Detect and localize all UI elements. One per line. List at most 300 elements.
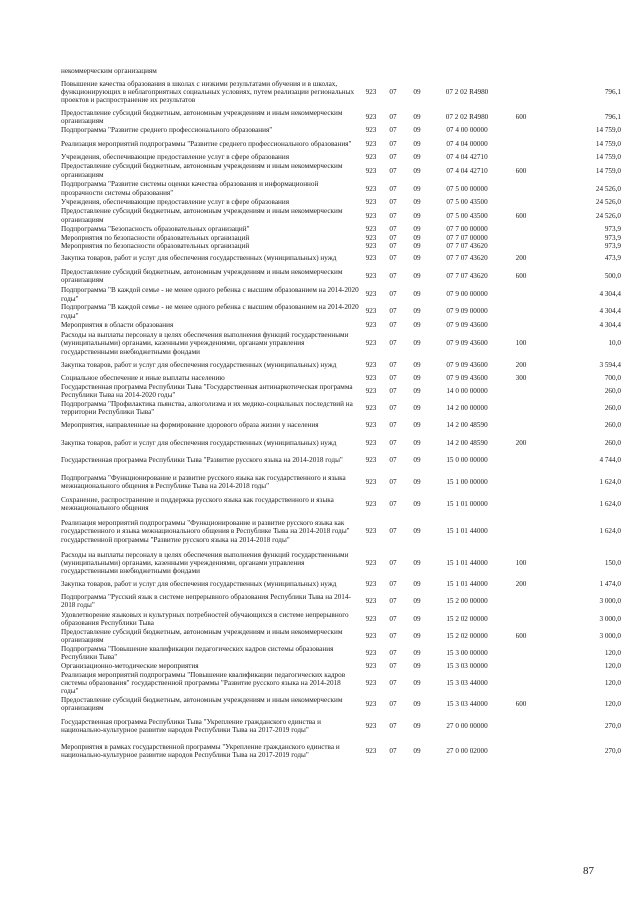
table-row [61,383,623,399]
table-row [61,592,623,610]
row-c5-cell [503,126,539,135]
row-name-cell: Расходы на выплаты персоналу в целях обеспечения выполнения функций государственными (муниципальными) органами, казенными учреждениями, органами управления государственными внебюджетными фондами [61,331,349,356]
row-c2-cell: 07 [389,527,397,536]
row-c1-cell: 923 [365,113,377,122]
row-c3-cell: 09 [413,241,421,250]
row-c2-cell: 07 [389,661,397,670]
row-c4-cell: 15 2 02 00000 [446,631,488,640]
row-c1-cell: 923 [365,648,377,657]
row-c4-cell: 15 0 00 00000 [446,456,488,465]
row-c5-cell: 200 [515,253,527,262]
table-row [61,434,623,451]
row-name-cell: Мероприятия, направленные на формирование здорового образа жизни у населения [61,421,319,430]
row-c3-cell: 09 [413,721,421,730]
row-c5-cell [503,180,539,198]
row-c2-cell: 07 [389,88,397,97]
row-name-cell: Мероприятия по безопасности образовательных организаций [61,241,250,250]
row-c4-cell: 15 1 01 44000 [446,558,488,567]
row-c2-cell: 07 [389,198,397,206]
row-c3-cell: 09 [413,700,421,709]
row-c1-cell [359,67,383,75]
row-c3-cell: 09 [413,184,421,193]
row-name-cell: Удовлетворение языковых и культурных потребностей обучающихся в системе непрерывного образования Республики Тыва [61,610,349,627]
row-c3-cell: 09 [413,597,421,606]
row-c3-cell: 09 [413,320,421,329]
row-c4-cell: 07 9 09 00000 [446,307,488,316]
row-c2-cell: 07 [389,307,397,316]
row-c5-cell [503,469,539,495]
row-c4-cell: 15 2 02 00000 [446,614,488,623]
table-row [61,610,623,627]
row-c1-cell: 923 [365,387,377,396]
row-c5-cell [503,661,539,670]
row-c1-cell: 923 [365,700,377,709]
row-c4-cell: 07 4 04 42710 [446,166,488,175]
row-c6-cell: 4 304,4 [599,290,621,299]
row-c2-cell: 07 [389,746,397,755]
row-c2-cell: 07 [389,374,397,383]
row-c3-cell: 09 [413,126,421,134]
row-c1-cell: 923 [365,211,377,220]
row-c6-cell: 120,0 [604,661,621,670]
row-c4-cell: 07 7 07 00000 [446,233,488,242]
row-c2-cell: 07 [389,614,397,623]
row-c6-cell: 24 526,0 [595,211,621,220]
row-c6-cell: 4 744,0 [599,456,621,465]
row-c1-cell: 923 [365,721,377,730]
row-name-cell: Государственная программа Республики Тыва "Укрепление гражданского единства и национально-культурное развитие народов Республики Тыва на 2017-2019 годы" [61,717,321,734]
row-c2-cell: 07 [389,438,397,447]
row-c3-cell: 09 [413,478,421,487]
row-c1-cell: 923 [365,225,377,233]
row-name-cell: Предоставление субсидий бюджетным, автономным учреждениям и иным некоммерческим организациям [61,109,343,126]
row-c5-cell [503,153,539,162]
row-c1-cell: 923 [365,374,377,383]
row-c3-cell: 09 [413,421,421,430]
row-c3-cell: 09 [413,374,421,383]
row-c4-cell: 07 5 00 00000 [446,184,488,193]
row-c6-cell: 796,1 [604,113,621,122]
row-c4-cell: 15 1 01 44000 [446,527,488,536]
row-c5-cell [503,738,539,763]
table-row [61,75,623,109]
row-c5-cell: 600 [515,113,527,122]
row-c4-cell: 07 7 07 43620 [446,271,488,280]
row-c3-cell: 09 [413,631,421,640]
row-c2-cell: 07 [389,126,397,134]
table-row [61,67,623,75]
row-c2-cell: 07 [389,320,397,329]
row-c6-cell: 260,0 [604,421,621,430]
row-c1-cell: 923 [365,631,377,640]
row-c2-cell: 07 [389,113,397,122]
table-row [61,225,623,234]
row-c5-cell [503,644,539,661]
row-c1-cell: 923 [365,421,377,430]
row-c6-cell: 270,0 [604,721,621,730]
row-c1-cell: 923 [365,403,377,412]
table-row [61,242,623,250]
row-c3-cell: 09 [413,271,421,280]
row-name-cell: Мероприятия по безопасности образовательных организаций [61,233,250,242]
row-c4-cell: 07 2 02 R4980 [445,113,489,122]
row-c6-cell: 270,0 [604,746,621,755]
row-c5-cell [503,234,539,242]
row-c6-cell: 4 304,4 [599,307,621,316]
row-c1-cell: 923 [365,746,377,755]
table-row [61,374,623,383]
row-c3-cell: 09 [413,456,421,465]
row-name-cell: Закупка товаров, работ и услуг для обеспечения государственных (муниципальных) нужд [61,253,337,262]
row-c2-cell: 07 [389,721,397,730]
row-c4-cell: 14 0 00 00000 [446,387,488,396]
row-name-cell: Реализация мероприятий подпрограммы "Развитие среднего профессионального образования" [61,139,352,148]
row-c3-cell: 09 [413,139,421,148]
row-c3-cell: 09 [413,88,421,97]
table-row [61,250,623,266]
row-c3-cell: 09 [413,290,421,299]
row-c2-cell: 07 [389,361,397,370]
row-c2-cell: 07 [389,233,397,242]
row-c1-cell: 923 [365,241,377,250]
row-c6-cell: 120,0 [604,648,621,657]
row-name-cell: Подпрограмма "Повышение квалификации педагогических кадров системы образования Республики Тыва" [61,644,334,661]
row-c1-cell: 923 [365,456,377,465]
row-name-cell: Предоставление субсидий бюджетным, автономным учреждениям и иным некоммерческим организациям [61,696,343,713]
table-row [61,644,623,661]
row-name-cell: Учреждения, обеспечивающие предоставление услуг в сфере образования [61,198,290,206]
budget-table [61,67,623,763]
row-c3-cell: 09 [413,339,421,348]
row-c1-cell: 923 [365,153,377,161]
table-row [61,303,623,320]
row-c5-cell [503,67,539,75]
row-c4-cell: 07 4 00 00000 [446,126,488,134]
row-c2-cell: 07 [389,225,397,233]
table-row [61,207,623,225]
row-name-cell: Повышение качества образования в школах с низкими результатами обучения и в школах, функционирующих в неблагоприятных социальных условиях, путем реализации региональных проектов и распространение их результатов [61,79,355,105]
row-c6-cell: 14 759,0 [595,126,621,134]
table-row [61,451,623,469]
row-c3-cell: 09 [413,746,421,755]
row-c4-cell: 15 3 00 00000 [446,648,488,657]
row-c2-cell: 07 [389,597,397,606]
row-c6-cell: 10,0 [608,339,621,348]
row-c1-cell: 923 [365,614,377,623]
row-c2-cell: 07 [389,648,397,657]
row-c6-cell: 1 474,0 [599,580,621,589]
row-c1-cell: 923 [365,88,377,97]
row-name-cell: Предоставление субсидий бюджетным, автономным учреждениям и иным некоммерческим организациям [61,267,343,285]
row-c1-cell: 923 [365,184,377,193]
row-c5-cell: 100 [515,558,527,567]
table-row [61,670,623,695]
table-row [61,198,623,207]
row-c6-cell: 24 526,0 [595,198,621,206]
table-row [61,153,623,162]
row-c2-cell: 07 [389,478,397,487]
page-number: 87 [583,865,594,877]
row-c4-cell: 07 4 04 42710 [446,153,488,161]
row-c4-cell: 14 2 00 48590 [446,438,488,447]
table-row [61,320,623,330]
row-c3-cell: 09 [413,614,421,623]
row-name-cell: Подпрограмма "Развитие системы оценки качества образования и информационной прозрачности системы образования" [61,180,319,197]
row-name-cell: Учреждения, обеспечивающие предоставление услуг в сфере образования [61,153,290,161]
row-name-cell: Подпрограмма "Профилактика пьянства, алкоголизма и их медико-социальных последствий на территории Республики Тыва" [61,399,353,416]
table-row [61,627,623,644]
row-name-cell: Расходы на выплаты персоналу в целях обеспечения выполнения функций государственными (муниципальными) органами, казенными учреждениями, органами управления государственными внебюджетными фондами [61,550,349,576]
table-row [61,126,623,135]
row-c1-cell: 923 [365,361,377,370]
row-c4-cell: 27 0 00 00000 [446,721,488,730]
row-c6-cell: 700,0 [604,374,621,383]
row-c3-cell: 09 [413,113,421,122]
row-c1-cell: 923 [365,438,377,447]
row-c4-cell: 07 9 09 43600 [446,320,488,329]
row-c3-cell: 09 [413,233,421,242]
table-row [61,549,623,576]
row-c2-cell: 07 [389,241,397,250]
row-c5-cell [503,592,539,610]
row-name-cell: Мероприятия в области образования [61,320,174,329]
row-c2-cell: 07 [389,631,397,640]
row-c2-cell: 07 [389,290,397,299]
row-c1-cell: 923 [365,597,377,606]
row-c6-cell: 4 304,4 [599,320,621,329]
row-c3-cell: 09 [413,253,421,262]
row-c6-cell: 973,9 [604,225,621,233]
row-c2-cell: 07 [389,456,397,465]
table-row [61,266,623,286]
table-row [61,286,623,303]
row-c4-cell: 15 1 00 00000 [446,478,488,487]
table-row [61,234,623,242]
row-c4-cell: 07 7 00 00000 [446,225,488,233]
row-c2-cell: 07 [389,558,397,567]
row-name-cell: Организационно-методические мероприятия [61,661,199,670]
budget-table-body [61,67,623,763]
row-c6-cell: 1 624,0 [599,478,621,487]
row-c4-cell: 07 9 09 43600 [446,339,488,348]
row-c2-cell: 07 [389,253,397,262]
row-c2-cell [383,67,403,75]
row-c2-cell: 07 [389,500,397,509]
row-c5-cell [503,399,539,416]
row-c3-cell: 09 [413,211,421,220]
row-c1-cell: 923 [365,580,377,589]
row-c5-cell [503,451,539,469]
row-c5-cell [503,198,539,207]
row-c4-cell: 14 2 00 48590 [446,421,488,430]
table-row [61,513,623,549]
row-c3-cell: 09 [413,527,421,536]
row-c6-cell: 120,0 [604,678,621,687]
row-c6-cell [539,67,623,75]
row-c6-cell: 3 000,0 [599,597,621,606]
row-c5-cell: 600 [515,166,527,175]
row-c2-cell: 07 [389,211,397,220]
row-name-cell: Предоставление субсидий бюджетным, автономным учреждениям и иным некоммерческим организациям [61,162,343,179]
row-c4-cell: 15 2 00 00000 [446,597,488,606]
row-c6-cell: 260,0 [604,403,621,412]
row-c6-cell: 24 526,0 [595,184,621,193]
row-c2-cell: 07 [389,339,397,348]
row-c2-cell: 07 [389,403,397,412]
row-c5-cell [503,286,539,303]
row-c4-cell: 07 9 00 00000 [446,290,488,299]
row-name-cell: Подпрограмма "В каждой семье - не менее одного ребенка с высшим образованием на 2014-2020 годы" [61,286,359,303]
row-c5-cell [503,303,539,320]
row-name-cell: Предоставление субсидий бюджетным, автономным учреждениям и иным некоммерческим организациям [61,207,343,224]
row-c3-cell: 09 [413,361,421,370]
row-name-cell: Реализация мероприятий подпрограммы "Функционирование и развитие русского языка как государственного и языка межнационального общения в Республике Тыва на 2014-2018 годы" государственной программы "Развитие русского языка на 2014-2018 годы" [61,519,350,544]
table-row [61,162,623,180]
row-c4-cell: 07 7 07 43620 [446,241,488,250]
row-c2-cell: 07 [389,387,397,396]
row-c4-cell: 15 3 03 44000 [446,700,488,709]
row-c5-cell [503,416,539,434]
row-name-cell: Подпрограмма "Безопасность образовательных организаций" [61,225,250,233]
row-c6-cell: 260,0 [604,438,621,447]
row-c5-cell [503,320,539,330]
row-name-cell: Реализация мероприятий подпрограммы "Повышение квалификации педагогических кадров системы образования" государственной программы "Развитие русского языка на 2014-2018 годы" [61,670,346,696]
row-c6-cell: 120,0 [604,700,621,709]
row-c5-cell: 200 [515,580,527,589]
row-c5-cell [503,713,539,738]
table-row [61,495,623,513]
table-row [61,713,623,738]
row-c1-cell: 923 [365,253,377,262]
row-c6-cell: 1 624,0 [599,527,621,536]
row-c3-cell: 09 [413,558,421,567]
row-c4-cell: 07 5 00 43500 [446,211,488,220]
row-c4-cell: 15 3 03 44000 [446,678,488,687]
row-c4-cell: 15 3 03 00000 [446,661,488,670]
row-c2-cell: 07 [389,580,397,589]
row-c1-cell: 923 [365,166,377,175]
row-c6-cell: 260,0 [604,387,621,396]
row-c1-cell: 923 [365,339,377,348]
row-c2-cell: 07 [389,271,397,280]
row-c5-cell: 600 [515,271,527,280]
row-c5-cell [503,513,539,549]
table-row [61,399,623,416]
row-c1-cell: 923 [365,233,377,242]
row-name-cell: Закупка товаров, работ и услуг для обеспечения государственных (муниципальных) нужд [61,438,337,447]
row-c6-cell: 3 000,0 [599,631,621,640]
row-c3-cell: 09 [413,225,421,233]
row-name-cell: Подпрограмма "Развитие среднего профессионального образования" [61,126,273,134]
row-name-cell: Мероприятия в рамках государственной программы "Укрепление гражданского единства и национально-культурное развитие народов Республики Тыва на 2017-2019 годы" [61,742,340,759]
row-name-cell: Закупка товаров, работ и услуг для обеспечения государственных (муниципальных) нужд [61,580,337,589]
table-row [61,416,623,434]
row-c4-cell: 07 2 02 R4980 [445,88,489,97]
row-c6-cell: 3 594,4 [599,361,621,370]
row-c6-cell: 14 759,0 [595,166,621,175]
row-c3-cell: 09 [413,500,421,509]
table-row [61,738,623,763]
row-c5-cell: 200 [515,361,527,370]
row-c4-cell: 15 1 01 00000 [446,500,488,509]
row-c4-cell: 14 2 00 00000 [446,403,488,412]
row-c2-cell: 07 [389,421,397,430]
row-c5-cell [503,383,539,399]
row-name-cell: Социальное обеспечение и иные выплаты населению [61,374,225,383]
row-c2-cell: 07 [389,166,397,175]
row-name-cell: Подпрограмма "Русский язык в системе непрерывного образования Республики Тыва на 2014-2018 годы" [61,593,351,610]
row-c5-cell [503,225,539,234]
row-c3-cell: 09 [413,153,421,161]
row-c1-cell: 923 [365,478,377,487]
row-c1-cell: 923 [365,290,377,299]
table-row [61,695,623,713]
row-c5-cell [503,75,539,109]
row-c6-cell: 150,0 [604,558,621,567]
table-row [61,469,623,495]
row-c5-cell: 200 [515,438,527,447]
row-c4-cell: 07 9 09 43600 [446,361,488,370]
row-c3-cell: 09 [413,648,421,657]
row-c3-cell: 09 [413,403,421,412]
row-c1-cell: 923 [365,320,377,329]
row-c2-cell: 07 [389,700,397,709]
row-c6-cell: 500,0 [604,271,621,280]
row-c5-cell [503,495,539,513]
row-c3-cell: 09 [413,198,421,206]
row-c4-cell: 07 7 07 43620 [446,253,488,262]
table-row [61,180,623,198]
row-c1-cell: 923 [365,271,377,280]
row-c3-cell: 09 [413,166,421,175]
row-c5-cell [503,242,539,250]
row-c5-cell: 300 [515,374,527,383]
row-c2-cell: 07 [389,139,397,148]
row-c6-cell: 3 000,0 [599,614,621,623]
row-c5-cell: 600 [515,631,527,640]
row-c6-cell: 796,1 [604,88,621,97]
row-c3-cell: 09 [413,387,421,396]
row-c3-cell: 09 [413,661,421,670]
row-c4-cell: 07 9 09 43600 [446,374,488,383]
row-c5-cell: 600 [515,211,527,220]
row-c4-cell: 07 4 04 00000 [446,139,488,148]
row-c6-cell: 1 624,0 [599,500,621,509]
row-c1-cell: 923 [365,198,377,206]
row-c6-cell: 973,9 [604,233,621,242]
row-c1-cell: 923 [365,500,377,509]
row-name-cell: Закупка товаров, работ и услуг для обеспечения государственных (муниципальных) нужд [61,361,337,370]
row-c3-cell: 09 [413,678,421,687]
row-c6-cell: 473,9 [604,253,621,262]
row-c1-cell: 923 [365,678,377,687]
row-name-cell: Сохранение, распространение и поддержка русского языка как государственного и языка межнационального общения [61,496,334,513]
row-name-cell: Подпрограмма "В каждой семье - не менее одного ребенка с высшим образованием на 2014-2020 годы" [61,303,359,320]
row-c4-cell: 07 5 00 43500 [446,198,488,206]
row-c4-cell: 15 1 01 44000 [446,580,488,589]
row-name-cell: некоммерческим организациям [61,67,157,75]
row-c5-cell: 100 [515,339,527,348]
row-c5-cell: 600 [515,700,527,709]
row-c1-cell: 923 [365,139,377,148]
row-c1-cell: 923 [365,527,377,536]
row-c5-cell [503,135,539,153]
row-name-cell: Предоставление субсидий бюджетным, автономным учреждениям и иным некоммерческим организациям [61,627,343,644]
row-c4-cell: 27 0 00 02000 [446,746,488,755]
row-c5-cell [503,670,539,695]
table-row [61,109,623,125]
row-c2-cell: 07 [389,678,397,687]
